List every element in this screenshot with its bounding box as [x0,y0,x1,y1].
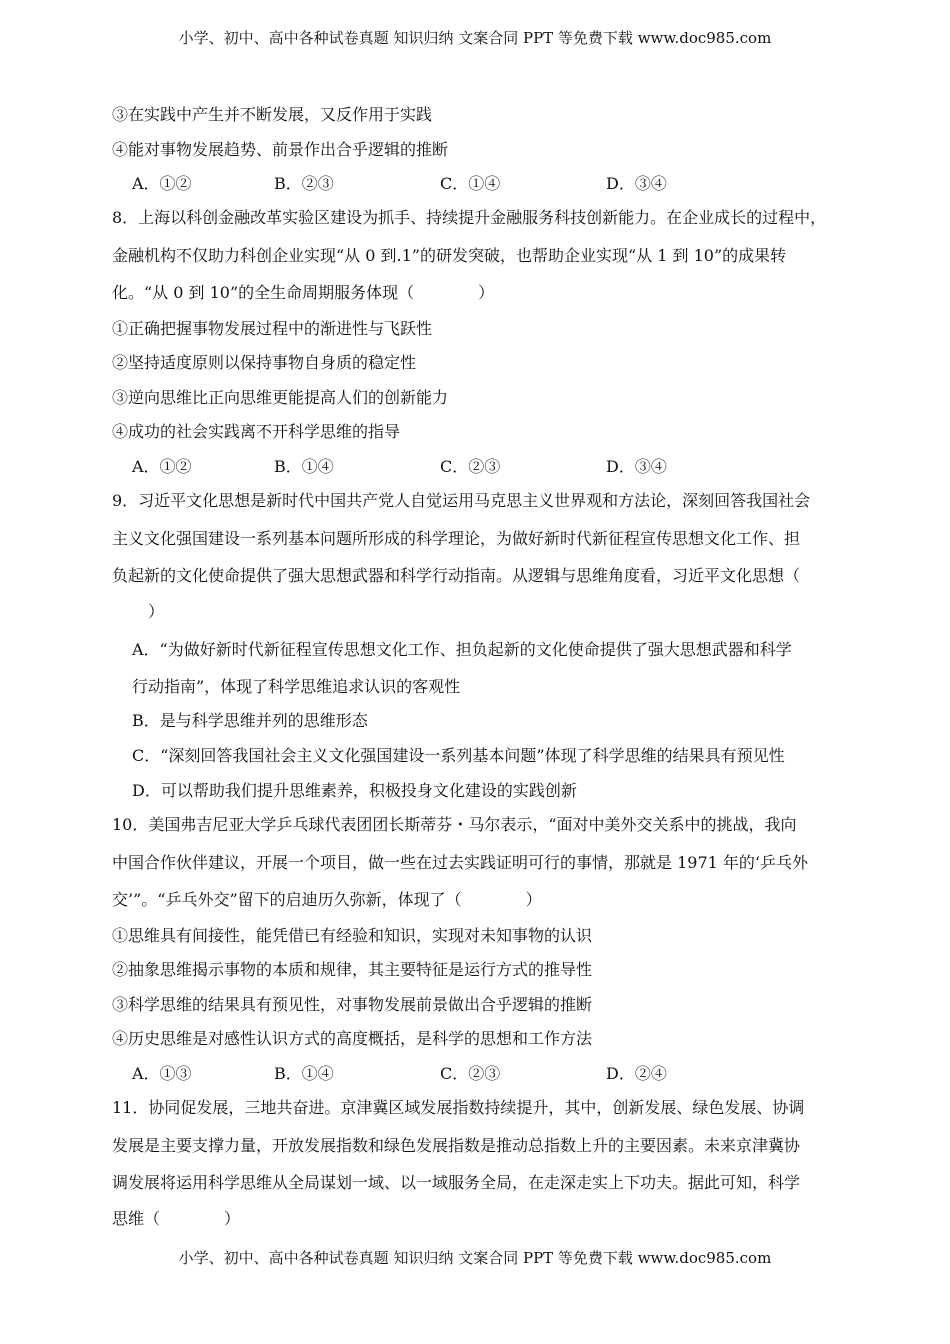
q9-option-d: D．可以帮助我们提升思维素养，积极投身文化建设的实践创新 [132,781,577,800]
q10-stem-line-2: 中国合作伙伴建议，开展一个项目，做一些在过去实践证明可行的事情，那就是 1971 年的‘乒乓外 [112,853,808,872]
q9-option-c: C．“深刻回答我国社会主义文化强国建设一系列基本问题”体现了科学思维的结果具有预见性 [132,746,785,765]
q11-stem-line-3: 调发展将运用科学思维从全局谋划一域、以一域服务全局，在走深走实上下功夫。据此可知，科学 [112,1173,801,1192]
q10-stem-line-3: 交’”。“乒乓外交”留下的启迪历久弥新，体现了（ ） [112,890,542,909]
q8-option-b: B．①④ [274,457,334,476]
q10-option-d: D．②④ [606,1064,667,1083]
q7-statement-3: ③在实践中产生并不断发展，又反作用于实践 [112,105,433,124]
q10-options [112,1064,842,1084]
q10-statement-2: ②抽象思维揭示事物的本质和规律，其主要特征是运行方式的推导性 [112,960,593,979]
q8-options [112,457,842,477]
q7-options [112,174,842,194]
q11-stem-line-1: 11．协同促发展，三地共奋进。京津冀区域发展指数持续提升，其中，创新发展、绿色发展、协调 [112,1098,805,1117]
q11-stem-line-4: 思维（ ） [112,1209,241,1228]
q9-stem-line-3: 负起新的文化使命提供了强大思想武器和科学行动指南。从逻辑与思维角度看，习近平文化思想（ [112,566,801,585]
q7-option-c: C．①④ [440,174,501,193]
page-header: 小学、初中、高中各种试卷真题 知识归纳 文案合同 PPT 等免费下载 www.doc985.com [178,29,772,47]
q8-statement-1: ①正确把握事物发展过程中的渐进性与飞跃性 [112,319,433,338]
q8-stem-line-3: 化。“从 0 到 10”的全生命周期服务体现（ ） [112,283,495,302]
q8-stem-line-2: 金融机构不仅助力科创企业实现“从 0 到.1”的研发突破，也帮助企业实现“从 1 到 10”的成果转 [112,246,787,265]
q10-option-a: A．①③ [132,1064,192,1083]
q8-option-d: D．③④ [606,457,667,476]
q9-option-a-line-1: A．“为做好新时代新征程宣传思想文化工作、担负起新的文化使命提供了强大思想武器和科学 [132,640,792,659]
q10-stem-line-1: 10．美国弗吉尼亚大学乒乓球代表团团长斯蒂芬・马尔表示，“面对中美外交关系中的挑战，我向 [112,815,797,834]
q10-option-c: C．②③ [440,1064,501,1083]
q9-stem-line-4: ） [148,602,165,621]
q9-stem-line-2: 主义文化强国建设一系列基本问题所形成的科学理论，为做好新时代新征程宣传思想文化工作、担 [112,529,801,548]
q8-statement-4: ④成功的社会实践离不开科学思维的指导 [112,422,401,441]
q8-option-c: C．②③ [440,457,501,476]
q10-statement-4: ④历史思维是对感性认识方式的高度概括，是科学的思想和工作方法 [112,1029,593,1048]
q7-option-d: D．③④ [606,174,667,193]
q10-option-b: B．①④ [274,1064,334,1083]
page-footer: 小学、初中、高中各种试卷真题 知识归纳 文案合同 PPT 等免费下载 www.doc985.com [178,1249,772,1267]
q7-option-b: B．②③ [274,174,334,193]
q8-option-a: A．①② [132,457,192,476]
q7-statement-4: ④能对事物发展趋势、前景作出合乎逻辑的推断 [112,140,449,159]
q9-option-a-line-2: 行动指南”，体现了科学思维追求认识的客观性 [132,677,461,696]
q11-stem-line-2: 发展是主要支撑力量，开放发展指数和绿色发展指数是推动总指数上升的主要因素。未来京津冀协 [112,1136,801,1155]
q8-stem-line-1: 8．上海以科创金融改革实验区建设为抓手、持续提升金融服务科技创新能力。在企业成长的过程中， [112,208,827,227]
q8-statement-3: ③逆向思维比正向思维更能提高人们的创新能力 [112,388,449,407]
q8-statement-2: ②坚持适度原则以保持事物自身质的稳定性 [112,353,417,372]
q9-option-b: B．是与科学思维并列的思维形态 [132,711,368,730]
q7-option-a: A．①② [132,174,192,193]
q10-statement-1: ①思维具有间接性，能凭借已有经验和知识，实现对未知事物的认识 [112,926,593,945]
q9-stem-line-1: 9．习近平文化思想是新时代中国共产党人自觉运用马克思主义世界观和方法论，深刻回答我国社会 [112,491,811,510]
q10-statement-3: ③科学思维的结果具有预见性，对事物发展前景做出合乎逻辑的推断 [112,995,593,1014]
